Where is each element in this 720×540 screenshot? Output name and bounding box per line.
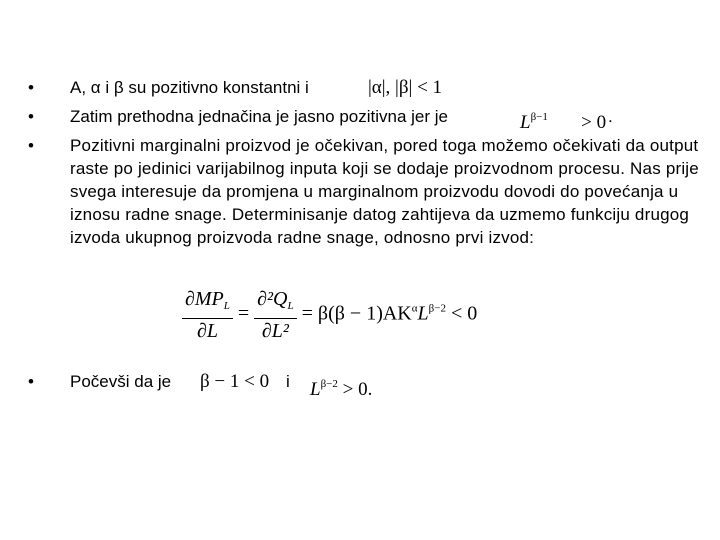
bullet-1-text: A, α i β su pozitivno konstantni i xyxy=(70,78,309,97)
bullet-2-math-base: L xyxy=(520,112,531,133)
equation-fraction-1 xyxy=(182,288,233,342)
equation-rhs-L: L xyxy=(417,302,429,325)
bullet-4-math-2 xyxy=(310,373,372,401)
bullet-2-text: Zatim prethodna jednačina je jasno pozitivna jer je xyxy=(70,107,449,126)
bullet-3-paragraph: Pozitivni marginalni proizvod je očekivan, pored toga možemo očekivati da output raste po jedinici varijabilnog inputa koji se dodaje proizvodnom procesu. Nas prije svega interesuje da promjena u marginalnom proizvodu dovodi do povećanja u iznosu radne snage. Determinisanje datog zahtijeva da uzmemo funkciju drugog izvoda ukupnog proizvoda radne snage, odnosno prvi izvod: xyxy=(70,136,699,247)
bullet-2-math xyxy=(520,106,606,134)
bullet-2-tail: . xyxy=(608,107,613,126)
marginal-product-equation xyxy=(182,288,477,342)
bullet-marker-4: • xyxy=(28,372,34,391)
frac1-denominator: ∂L xyxy=(196,320,218,342)
frac2-numerator: ∂²Q xyxy=(257,288,288,310)
bullet-2-math-exp: β−1 xyxy=(530,111,548,123)
equals-1: = xyxy=(237,302,250,325)
bullet-4-math-2-rel: > 0. xyxy=(342,379,373,400)
bullet-marker-2: • xyxy=(28,107,34,126)
bullet-4-math-1: β − 1 < 0 xyxy=(200,371,270,392)
bullet-4-conjunction: i xyxy=(286,372,290,391)
equation-fraction-2 xyxy=(254,288,296,342)
equation-rhs-exp-alpha: α xyxy=(411,302,418,315)
bullet-1-math: |α|, |β| < 1 xyxy=(368,77,443,98)
equals-2: = xyxy=(301,302,313,325)
equation-rhs-relation: < 0 xyxy=(450,302,478,325)
equation-rhs: β(β − 1)AK xyxy=(317,302,412,325)
frac1-numerator-sub: L xyxy=(223,300,230,312)
equation-rhs-exp-beta: β−2 xyxy=(428,302,446,315)
bullet-4-math-2-exp: β−2 xyxy=(320,378,338,390)
bullet-marker-1: • xyxy=(28,78,34,97)
bullet-4-math-2-base: L xyxy=(310,379,321,400)
bullet-4-text: Počevši da je xyxy=(70,372,172,391)
frac1-numerator: ∂MP xyxy=(185,288,224,310)
frac2-numerator-sub: L xyxy=(287,300,294,312)
bullet-marker-3: • xyxy=(28,136,34,155)
frac2-denominator: ∂L² xyxy=(261,320,289,342)
bullet-2-math-rel: > 0 xyxy=(581,112,607,133)
